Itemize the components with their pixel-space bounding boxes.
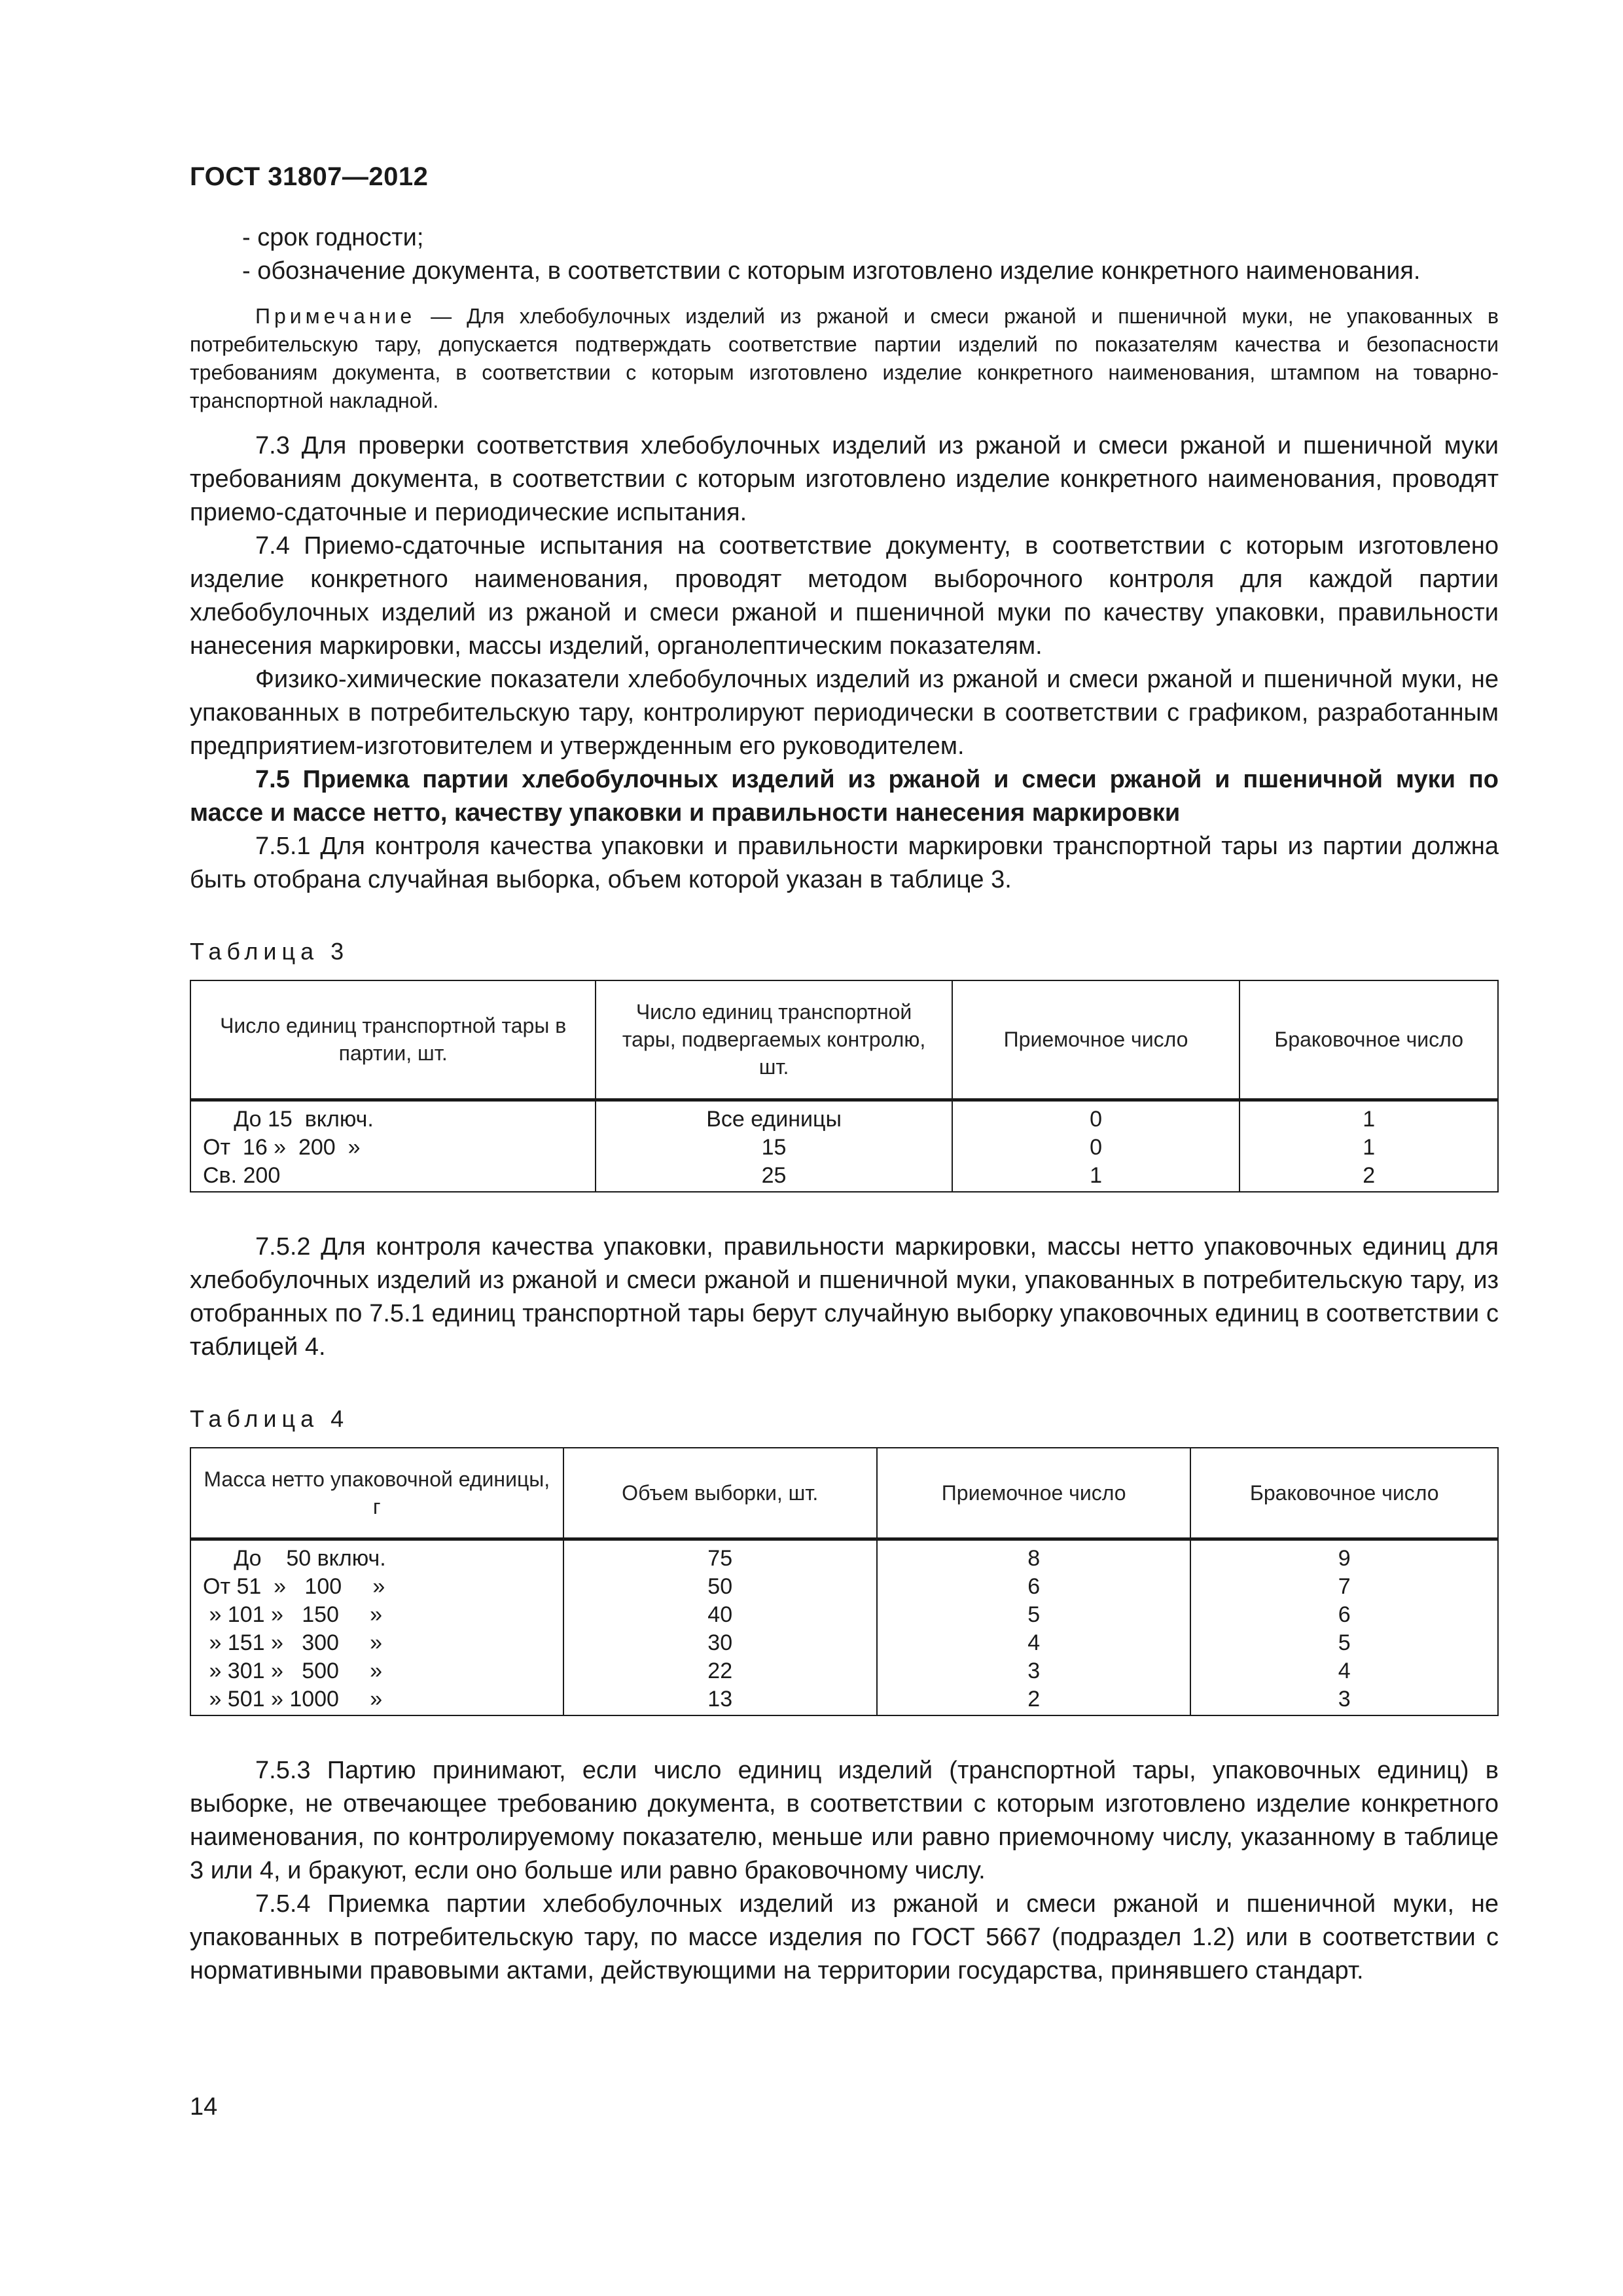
table-cell: 40 — [563, 1601, 877, 1629]
table-cell: 5 — [1190, 1629, 1498, 1657]
paragraph-7-3: 7.3 Для проверки соответствия хлебобулочных изделий из ржаной и смеси ржаной и пшеничной муки требованиям документа, в соответствии с которым изготовлено изделие конкретного наименования, проводят приемо-сдаточные и периодические испытания. — [190, 432, 1499, 526]
table-cell: 9 — [1190, 1539, 1498, 1573]
table-4 — [190, 1447, 1499, 1717]
page-content — [190, 221, 1499, 1988]
table-cell: Св. 200 — [190, 1162, 596, 1192]
list-item-document-designation: - обозначение документа, в соответствии с которым изготовлено изделие конкретного наименования. — [242, 257, 1421, 285]
table-4-caption: Таблица 4 — [190, 1405, 349, 1432]
table-cell: 6 — [1190, 1601, 1498, 1629]
table-cell: 4 — [1190, 1657, 1498, 1685]
table-header-cell: Число единиц транспортной тары в партии, шт. — [190, 980, 596, 1100]
table-row — [190, 1685, 1498, 1715]
paragraph-physicochemical: Физико-химические показатели хлебобулочных изделий из ржаной и смеси ржаной и пшеничной муки, не упакованных в потребительскую тару, контролируют периодически в соответствии с графиком, разработанным предприятием-изготовителем и утвержденным его руководителем. — [190, 666, 1499, 760]
table-header-cell: Число единиц транспортной тары, подвергаемых контролю, шт. — [596, 980, 952, 1100]
paragraph-7-5-3: 7.5.3 Партию принимают, если число единиц изделий (транспортной тары, упаковочных единиц) в выборке, не отвечающее требованию документа, в соответствии с которым изготовлено изделие конкретного наименования, по контролируемому показателю, меньше или равно приемочному числу, указанному в таблице 3 или 4, и бракуют, если оно больше или равно браковочному числу. — [190, 1757, 1499, 1884]
table-header-cell: Объем выборки, шт. — [563, 1448, 877, 1539]
paragraph-7-5-1: 7.5.1 Для контроля качества упаковки и правильности маркировки транспортной тары из партии должна быть отобрана случайная выборка, объем которой указан в таблице 3. — [190, 833, 1499, 893]
table-cell: 3 — [877, 1657, 1191, 1685]
table-cell: Все единицы — [596, 1100, 952, 1134]
table-cell: » 101 » 150 » — [190, 1601, 563, 1629]
table-cell: 4 — [877, 1629, 1191, 1657]
table-row — [190, 1573, 1498, 1601]
table-header-cell: Браковочное число — [1190, 1448, 1498, 1539]
table-header-cell: Приемочное число — [952, 980, 1240, 1100]
table-cell: 6 — [877, 1573, 1191, 1601]
table-row — [190, 1539, 1498, 1573]
table-cell: От 16 » 200 » — [190, 1134, 596, 1162]
table-cell: До 15 включ. — [190, 1100, 596, 1134]
note-label: Примечание — [255, 304, 416, 328]
table-row — [190, 1601, 1498, 1629]
table-cell: От 51 » 100 » — [190, 1573, 563, 1601]
table-row — [190, 1162, 1498, 1192]
list-item-shelf-life: - срок годности; — [242, 224, 424, 251]
table-header-cell: Масса нетто упаковочной единицы, г — [190, 1448, 563, 1539]
table-cell: 13 — [563, 1685, 877, 1715]
table-cell: 50 — [563, 1573, 877, 1601]
paragraph-7-5-2: 7.5.2 Для контроля качества упаковки, правильности маркировки, массы нетто упаковочных единиц для хлебобулочных изделий из ржаной и смеси ржаной и пшеничной муки, упакованных в потребительскую тару, из отобранных по 7.5.1 единиц транспортной тары берут случайную выборку упаковочных единиц в соответствии с таблицей 4. — [190, 1232, 1499, 1361]
table-cell: 2 — [877, 1685, 1191, 1715]
table-3-caption: Таблица 3 — [190, 938, 349, 965]
table-cell: 75 — [563, 1539, 877, 1573]
table-cell: » 301 » 500 » — [190, 1657, 563, 1685]
table-cell: 0 — [952, 1134, 1240, 1162]
table-cell: 15 — [596, 1134, 952, 1162]
table-row — [190, 1629, 1498, 1657]
table-cell: 30 — [563, 1629, 877, 1657]
page-number: 14 — [190, 2093, 218, 2121]
section-heading-7-5: 7.5 Приемка партии хлебобулочных изделий из ржаной и смеси ржаной и пшеничной муки по массе и массе нетто, качеству упаковки и правильности нанесения маркировки — [190, 766, 1499, 827]
table-cell: 8 — [877, 1539, 1191, 1573]
table-header-cell: Браковочное число — [1240, 980, 1498, 1100]
table-cell: 25 — [596, 1162, 952, 1192]
table-cell: 1 — [1240, 1100, 1498, 1134]
table-cell: 0 — [952, 1100, 1240, 1134]
table-cell: 22 — [563, 1657, 877, 1685]
table-row — [190, 1134, 1498, 1162]
table-cell: 1 — [1240, 1134, 1498, 1162]
table-row — [190, 1100, 1498, 1134]
table-cell: » 501 » 1000 » — [190, 1685, 563, 1715]
table-cell: 1 — [952, 1162, 1240, 1192]
table-cell: 7 — [1190, 1573, 1498, 1601]
paragraph-7-4: 7.4 Приемо-сдаточные испытания на соответствие документу, в соответствии с которым изготовлено изделие конкретного наименования, проводят методом выборочного контроля для каждой партии хлебобулочных изделий из ржаной и смеси ржаной и пшеничной муки по качеству упаковки, правильности нанесения маркировки, массы изделий, органолептическим показателям. — [190, 532, 1499, 660]
table-header-cell: Приемочное число — [877, 1448, 1191, 1539]
table-cell: 5 — [877, 1601, 1191, 1629]
paragraph-7-5-4: 7.5.4 Приемка партии хлебобулочных изделий из ржаной и смеси ржаной и пшеничной муки, не упакованных в потребительскую тару, по массе изделия по ГОСТ 5667 (подраздел 1.2) или в соответствии с нормативными правовыми актами, действующими на территории государства, принявшего стандарт. — [190, 1890, 1499, 1984]
table-cell: » 151 » 300 » — [190, 1629, 563, 1657]
document-header: ГОСТ 31807—2012 — [190, 162, 429, 191]
table-3 — [190, 980, 1499, 1193]
table-row — [190, 1657, 1498, 1685]
note-text: — Для хлебобулочных изделий из ржаной и смеси ржаной и пшеничной муки, не упакованных в потребительскую тару, допускается подтверждать соответствие партии изделий по показателям качества и безопасности требованиям документа, в соответствии с которым изготовлено изделие конкретного наименования, штампом на товарно-транспортной накладной. — [190, 304, 1499, 412]
table-cell: 2 — [1240, 1162, 1498, 1192]
note — [190, 302, 1499, 415]
table-cell: До 50 включ. — [190, 1539, 563, 1573]
table-cell: 3 — [1190, 1685, 1498, 1715]
